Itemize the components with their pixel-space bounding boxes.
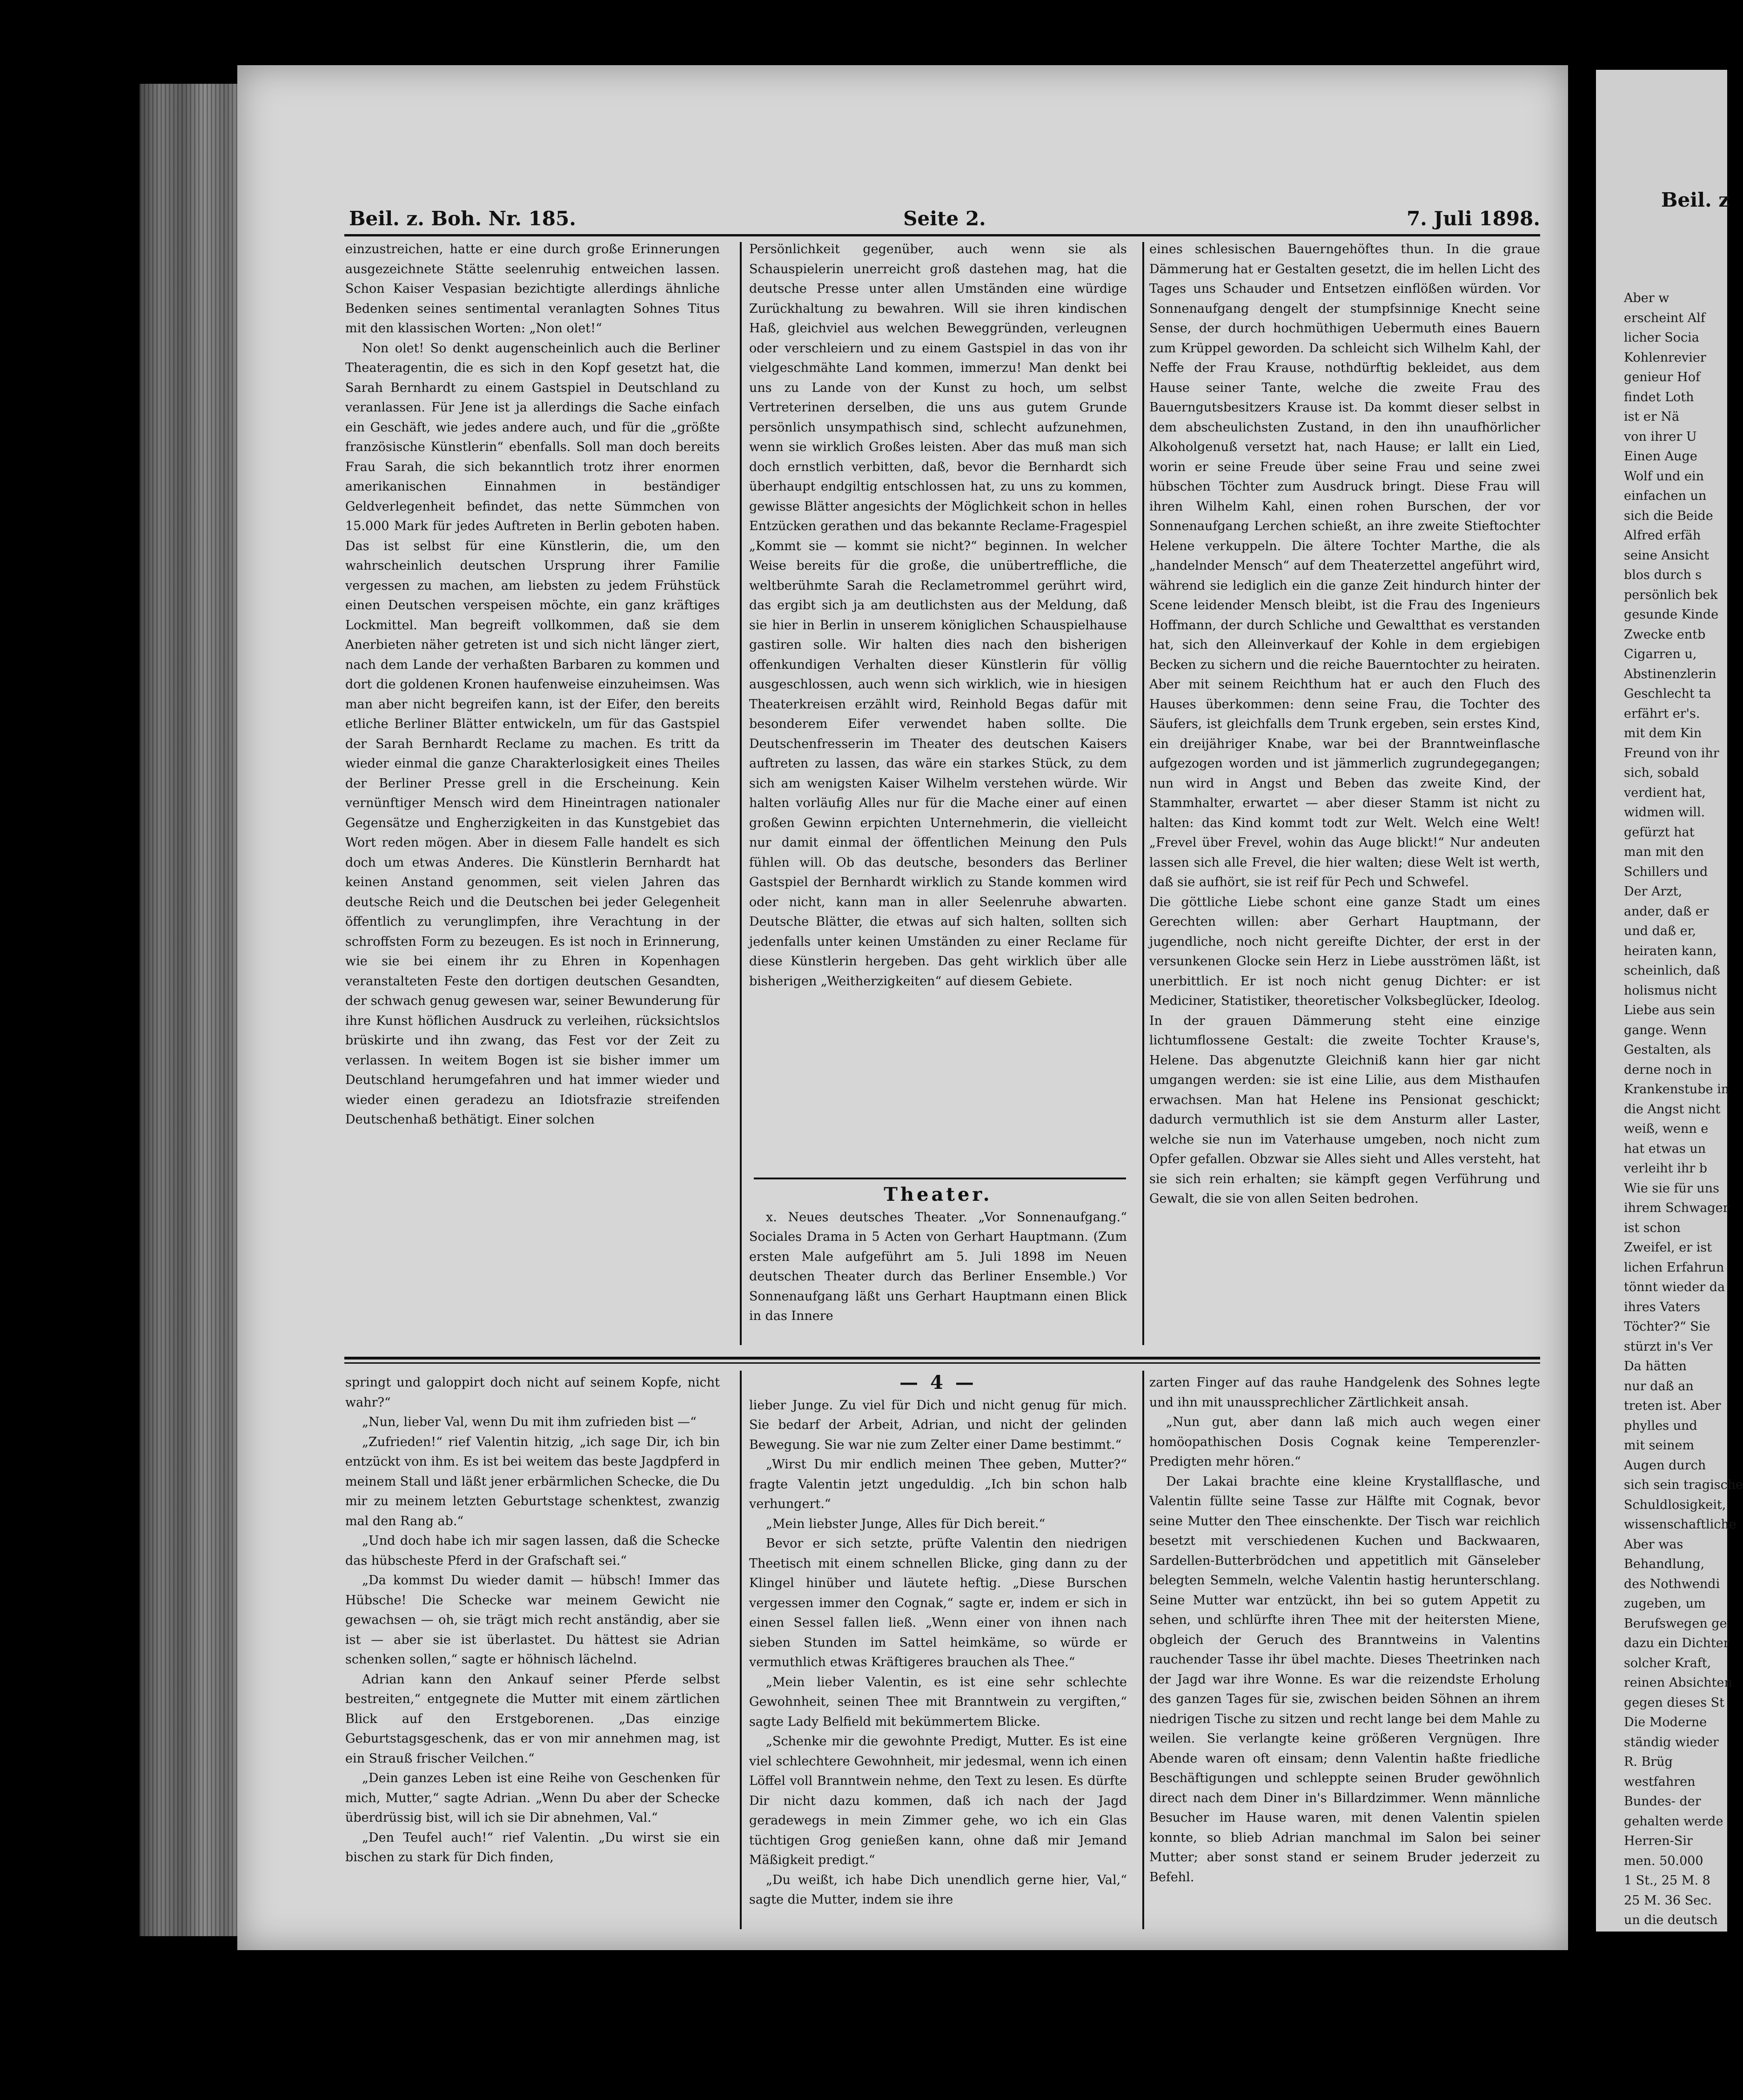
page-stack-edge	[140, 84, 247, 1936]
paragraph: Der Lakai brachte eine kleine Krystallflasche, und Valentin füllte seine Tasse zur Hälfte mit Cognak, bevor seine Mutter den Thee einschenkte. Der Tisch war reichlich besetzt mit verschiedenen Kuchen und Backwaaren, Sardellen-Butterbrödchen und appetitlich mit Gänseleber belegten Semmeln, welche Valentin hastig herunterschlang. Seine Mutter war entzückt, ihn bei so gutem Appetit zu sehen, und schlürfte ihren Thee mit der heitersten Miene, obgleich der Geruch des Branntweins in Valentins rauchender Tasse ihr übel machte. Dieses Theetrinken nach der Jagd war ihre Wonne. Es war die reizendste Erholung des ganzen Tages für sie, zwischen beiden Söhnen an ihrem niedrigen Tische zu sitzen und recht lange bei dem Mahle zu weilen. Sie verlangte keine größeren Vergnügen. Ihre Abende waren oft einsam; denn Valentin haßte friedliche Beschäftigungen und schleppte seinen Bruder gewöhnlich direct nach dem Diner in's Billardzimmer. Wenn männliche Besucher im Hause waren, mit denen Valentin spielen konnte, so blieb Adrian manchmal im Salon bei seiner Mutter; aber sonst stand er seinem Bruder jederzeit zu Befehl.	[1149, 1474, 1540, 1885]
paragraph: „Nun, lieber Val, wenn Du mit ihm zufrieden bist —“	[362, 1415, 697, 1429]
facing-page-line: Geschlecht ta	[1624, 687, 1711, 701]
facing-page-line: erscheint Alf	[1624, 310, 1705, 325]
facing-page-line: findet Loth	[1624, 390, 1694, 404]
facing-page-line: ihrem Schwager	[1624, 1201, 1729, 1215]
feuilleton-rule	[344, 1362, 1540, 1364]
paragraph: „Nun gut, aber dann laß mich auch wegen einer homöopathischen Dosis Cognak keine Temperenzler-Predigten mehr hören.“	[1149, 1415, 1540, 1469]
facing-page-line: die Angst nicht	[1624, 1102, 1721, 1117]
facing-page-line: gefürzt hat	[1624, 825, 1695, 840]
facing-page-line: mit dem Kin	[1624, 726, 1702, 740]
facing-page-line: genieur Hof	[1624, 370, 1700, 384]
facing-page-line: hat etwas un	[1624, 1141, 1706, 1156]
column-divider	[754, 1178, 1126, 1179]
facing-page-line: heiraten kann,	[1624, 943, 1717, 958]
facing-page-line: ihres Vaters	[1624, 1299, 1701, 1314]
facing-page-line: und daß er,	[1624, 924, 1696, 938]
top-column-1	[345, 240, 720, 1343]
facing-page-line: tönnt wieder da	[1624, 1280, 1725, 1294]
facing-page-line: ist er Nä	[1624, 410, 1680, 424]
theater-intro: x. Neues deutsches Theater. „Vor Sonnenaufgang.“ Sociales Drama in 5 Acten von Gerhart Hauptmann. (Zum ersten Male aufgeführt am 5. Juli 1898 im Neuen deutschen Theater durch das Berliner Ensemble.) Vor Sonnenaufgang läßt uns Gerhart Hauptmann einen Blick in das Innere	[749, 1210, 1127, 1323]
facing-page-line: Töchter?“ Sie	[1624, 1319, 1710, 1334]
facing-page-line: treten ist. Aber	[1624, 1399, 1721, 1413]
facing-page-line: phylles und	[1624, 1418, 1697, 1433]
facing-page-line: sich die Beide	[1624, 508, 1713, 523]
facing-page-line: Herren-Sir	[1624, 1834, 1693, 1848]
facing-page-line: Zweifel, er ist	[1624, 1240, 1712, 1255]
page-gutter	[1568, 70, 1596, 1932]
paragraph: „Du weißt, ich habe Dich unendlich gerne hier, Val,“ sagte die Mutter, indem sie ihre	[749, 1872, 1127, 1907]
facing-page-line: Zwecke entb	[1624, 627, 1706, 642]
paragraph: Bevor er sich setzte, prüfte Valentin den niedrigen Theetisch mit einem schnellen Blicke, ging dann zu der Klingel hinüber und läutete heftig. „Diese Burschen vergessen immer den Cognak,“ sagte er, indem er sich in einen Sessel fallen ließ. „Wenn einer von ihnen nach sieben Stunden im Sattel heimkäme, so würde er vermuthlich etwas Kräftigeres brauchen als Thee.“	[749, 1536, 1127, 1669]
facing-page-line: Da hätten	[1624, 1359, 1687, 1373]
theater-heading: Theater.	[884, 1184, 992, 1205]
facing-page-line: Liebe aus sein	[1624, 1003, 1716, 1017]
facing-page-line: Alfred erfäh	[1624, 528, 1701, 543]
paragraph: Non olet! So denkt augenscheinlich auch die Berliner Theateragentin, die es sich in den Kopf gesetzt hat, die Sarah Bernhardt zu einem Gastspiel in Deutschland zu veranlassen. Für Jene ist ja allerdings die Sache einfach ein Geschäft, wie jedes andere auch, und für die „größte französische Künstlerin“ ebenfalls. Soll man doch bereits Frau Sarah, die sich bekanntlich trotz ihrer enormen amerikanischen Einnahmen in beständiger Geldverlegenheit befindet, das nette Sümmchen von 15.000 Mark für jedes Auftreten in Berlin geboten haben. Das ist selbst für eine Künstlerin, die, um den wahrscheinlich deutschen Ursprung ihrer Familie vergessen zu machen, am liebsten zu jedem Frühstück einen Deutschen verspeisen möchte, ein ganz kräftiges Lockmittel. Man begreift vollkommen, daß sie dem Anerbieten näher getreten ist und sich nicht länger ziert, nach dem Lande der verhaßten Barbaren zu kommen und dort die goldenen Kronen haufenweise einzuheimsen. Was man aber nicht begreifen kann, ist der Eifer, den bereits etliche Berliner Blätter entwickeln, um für das Gastspiel der Sarah Bernhardt Reclame zu machen. Es tritt da wieder einmal die ganze Charakterlosigkeit eines Theiles der Berliner Presse grell in die Erscheinung. Kein vernünftiger Mensch wird dem Hineintragen nationaler Gegensätze und Engherzigkeiten in das Kunstgebiet das Wort reden mögen. Aber in diesem Falle handelt es sich doch um etwas Anderes. Die Künstlerin Bernhardt hat keinen Anstand genommen, seit vielen Jahren das deutsche Reich und die Deutschen bei jeder Gelegenheit öffentlich zu verunglimpfen, ihre Verachtung in der schroffsten Form zu bezeugen. Es ist noch in Erinnerung, wie sie bei einem ihr zu Ehren in Kopenhagen veranstalteten Feste den dortigen deutschen Gesandten, der schwach genug gewesen war, seiner Bewunderung für ihre Kunst höflichen Ausdruck zu verleihen, rücksichtslos brüskirte und ihn zwang, das Fest vor der Zeit zu verlassen. In weitem Bogen ist sie bisher immer um Deutschland herumgefahren und hat immer wieder und wieder einen geradezu an Idiotsfrazie streifenden Deutschenhaß bethätigt. Einer solchen	[345, 341, 720, 1127]
feuilleton-column-1	[345, 1373, 720, 1932]
facing-page-line: mit seinem	[1624, 1438, 1695, 1453]
facing-page-line: un die deutsch	[1624, 1913, 1718, 1927]
facing-page-line: Aber was	[1624, 1537, 1683, 1552]
paragraph: „Schenke mir die gewohnte Predigt, Mutter. Es ist eine viel schlechtere Gewohnheit, mir jedesmal, wenn ich einen Löffel voll Branntwein nehme, den Text zu lesen. Es dürfte Dir nicht dazu kommen, daß ich nach der Jagd geradewegs in mein Zimmer gehe, wo ich ein Glas tüchtigen Grog genießen kann, ohne daß mir Jemand Mäßigkeit predigt.“	[749, 1734, 1127, 1867]
facing-page-line: man mit den	[1624, 845, 1704, 859]
paragraph: „Und doch habe ich mir sagen lassen, daß die Schecke das hübscheste Pferd in der Grafschaft sei.“	[345, 1534, 720, 1568]
facing-page-line: R. Brüg	[1624, 1755, 1673, 1769]
facing-page-line: Die Moderne	[1624, 1715, 1707, 1730]
facing-page-line: Schillers und	[1624, 864, 1708, 879]
top-column-3	[1149, 240, 1540, 1343]
facing-page-line: widmen will.	[1624, 805, 1705, 820]
facing-page-line: verdient hat,	[1624, 785, 1706, 800]
facing-page-line: von ihrer U	[1624, 429, 1697, 444]
facing-page-line: solcher Kraft,	[1624, 1656, 1711, 1670]
facing-page-line: sich, sobald	[1624, 766, 1699, 780]
facing-page-line: westfahren	[1624, 1774, 1696, 1789]
newspaper-page	[237, 65, 1568, 1950]
paragraph: „Wirst Du mir endlich meinen Thee geben, Mutter?“ fragte Valentin jetzt ungeduldig. „Ich bin schon halb verhungert.“	[749, 1457, 1127, 1511]
paragraph: „Den Teufel auch!“ rief Valentin. „Du wirst sie ein bischen zu stark für Dich finden,	[345, 1830, 720, 1864]
paragraph: einzustreichen, hatte er eine durch große Erinnerungen ausgezeichnete Stätte seelenruhig entweichen lassen. Schon Kaiser Vespasian bezichtigte allerdings ähnliche Bedenken seines sentimental veranlagten Sohnes Titus mit den klassischen Worten: „Non olet!“	[345, 242, 720, 336]
column-divider	[1142, 242, 1144, 1345]
facing-page-line: des Nothwendi	[1624, 1576, 1720, 1591]
paragraph: „Da kommst Du wieder damit — hübsch! Immer das Hübsche! Die Schecke war meinem Gewicht nie gewachsen — oh, sie trägt mich recht anständig, aber sie ist — aber sie ist überlastet. Du hättest sie Adrian schenken sollen,“ sagte er höhnisch lächelnd.	[345, 1573, 720, 1667]
facing-page-line: Behandlung,	[1624, 1557, 1705, 1571]
header-page-number: Seite 2.	[903, 207, 986, 230]
paragraph: eines schlesischen Bauerngehöftes thun. In die graue Dämmerung hat er Gestalten gesetzt, die im hellen Licht des Tages uns Schauder und Entsetzen einflößen würden. Vor Sonnenaufgang dengelt der stumpfsinnige Knecht seine Sense, der durch hochmüthigen Uebermuth eines Bauern zum Krüppel geworden. Da schleicht sich Wilhelm Kahl, der Neffe der Frau Krause, nothdürftig bekleidet, aus dem Hause seiner Tante, welche die zweite Frau des Bauerngutsbesitzers Krause ist. Da kommt dieser selbst in dem abscheulichsten Zustand, in den ihn unaufhörlicher Alkoholgenuß versetzt hat, nach Hause; er lallt ein Lied, worin er seine Freude über seine Frau und seine zwei hübschen Töchter zum Ausdruck bringt. Diese Frau will ihren Wilhelm Kahl, einen rohen Burschen, der vor Sonnenaufgang Lerchen schießt, an ihre zweite Stieftochter Helene verkuppeln. Die ältere Tochter Marthe, die als „handelnder Mensch“ auf dem Theaterzettel angeführt wird, während sie lediglich ein die ganze Zeit hindurch hinter der Scene leidender Mensch bleibt, ist die Frau des Ingenieurs Hoffmann, der durch Schliche und Gewaltthat es verstanden hat, sich den Alleinverkauf der Kohle in dem ergiebigen Becken zu sichern und die reiche Bauerntochter zu heiraten. Aber mit seinem Reichthum hat er auch den Fluch des Hauses überkommen: denn seine Frau, die Tochter des Säufers, ist gleichfalls dem Trunk ergeben, sein erstes Kind, ein dreijähriger Knabe, war bei der Branntweinflasche aufgezogen worden und ist jämmerlich zugrundegegangen; nun wird in Angst und Beben das zweite Kind, der Stammhalter, erwartet — aber dieser Stamm ist nicht zu halten: das Kind kommt todt zur Welt. Welch eine Welt! „Frevel über Frevel, wohin das Auge blickt!“ Nur andeuten lassen sich alle Frevel, die hier walten; diese Welt ist werth, daß sie aufhört, sie ist reif für Pech und Schwefel.	[1149, 242, 1540, 889]
column-divider	[740, 1371, 742, 1929]
facing-page-line: Einen Auge	[1624, 449, 1697, 464]
facing-page-line: Gestalten, als	[1624, 1043, 1711, 1057]
header-date: 7. Juli 1898.	[1407, 207, 1540, 230]
facing-page-line: stürzt in's Ver	[1624, 1339, 1713, 1354]
facing-page-line: gehalten werde	[1624, 1814, 1723, 1829]
facing-page-line: Freund von ihr	[1624, 746, 1719, 761]
facing-page-line: dazu ein Dichter	[1624, 1636, 1730, 1650]
facing-page-edge	[1596, 70, 1743, 1932]
paragraph: Die göttliche Liebe schont eine ganze Stadt um eines Gerechten willen: aber Gerhart Hauptmann, der jugendliche, noch nicht gereifte Dichter, der erst in der versunkenen Glocke sein Herz in Liebe ausströmen läßt, ist unerbittlich. Er ist noch nicht genug Dichter: er ist Mediciner, Statistiker, theoretischer Volksbeglücker, Ideolog. In der grauen Dämmerung steht eine einzige lichtumflossene Gestalt: die zweite Tochter Krause's, Helene. Das abgenutzte Gleichniß kann hier gar nicht umgangen werden: sie ist eine Lilie, aus dem Misthaufen erwachsen. Man hat Helene ins Pensionat geschickt; dadurch vermuthlich ist sie dem Ansturm aller Laster, welche sie nun im Vaterhause umgeben, noch nicht zum Opfer gefallen. Obzwar sie Alles sieht und Alles versteht, hat sie sich rein erhalten; sie kämpft gegen Verführung und Gewalt, die sie von allen Seiten bedrohen.	[1149, 895, 1540, 1206]
paragraph: „Dein ganzes Leben ist eine Reihe von Geschenken für mich, Mutter,“ sagte Adrian. „Wenn Du aber der Schecke überdrüssig bist, will ich sie Dir abnehmen, Val.“	[345, 1771, 720, 1825]
facing-page-line: Aber w	[1624, 291, 1669, 305]
facing-page-line: verleiht ihr b	[1624, 1161, 1708, 1176]
facing-page-line: persönlich bek	[1624, 587, 1718, 602]
facing-page-line: erfährt er's.	[1624, 706, 1700, 721]
facing-page-line: Augen durch	[1624, 1458, 1706, 1473]
feuilleton-column-3	[1149, 1373, 1540, 1932]
facing-page-line: sich sein tragische	[1624, 1478, 1743, 1492]
column-divider	[1142, 1371, 1144, 1929]
facing-page-line: wissenschaftliche	[1624, 1517, 1736, 1532]
facing-page-line: Berufswegen ge	[1624, 1616, 1727, 1631]
facing-page-line: licher Socia	[1624, 330, 1699, 345]
facing-page-line: Schuldlosigkeit,	[1624, 1497, 1726, 1512]
top-column-2	[749, 240, 1127, 1226]
facing-page-line: reinen Absichten	[1624, 1676, 1732, 1690]
facing-page-line: einfachen un	[1624, 489, 1707, 503]
page-header	[349, 188, 1540, 240]
facing-page-line: gesunde Kinde	[1624, 607, 1719, 622]
facing-page-header: Beil. z	[1661, 188, 1730, 211]
facing-page-line: Bundes- der	[1624, 1794, 1701, 1809]
facing-page-line: Abstinenzlerin	[1624, 666, 1716, 681]
feuilleton-column-2	[749, 1373, 1127, 1932]
feuilleton-rule	[344, 1357, 1540, 1360]
paragraph: „Mein liebster Junge, Alles für Dich bereit.“	[766, 1516, 1046, 1531]
facing-page-line: Der Arzt,	[1624, 884, 1683, 899]
paragraph: „Mein lieber Valentin, es ist eine sehr schlechte Gewohnheit, seinen Thee mit Branntwein zu vergiften,“ sagte Lady Belfield mit bekümmertem Blicke.	[749, 1675, 1127, 1729]
paragraph: Adrian kann den Ankauf seiner Pferde selbst bestreiten,“ entgegnete die Mutter mit einem zärtlichen Blick auf den Erstgeborenen. „Das einzige Geburtstagsgeschenk, das er von mir annehmen mag, ist ein Strauß frischer Veilchen.“	[345, 1672, 720, 1766]
feuilleton-column-2-text	[749, 1396, 1127, 1910]
facing-page-line: Krankenstube in	[1624, 1082, 1730, 1097]
facing-page-line: blos durch s	[1624, 568, 1702, 582]
facing-page-line: nur daß an	[1624, 1379, 1694, 1393]
facing-page-line: weiß, wenn e	[1624, 1122, 1709, 1136]
facing-page-line: lichen Erfahrun	[1624, 1260, 1724, 1275]
paragraph: zarten Finger auf das rauhe Handgelenk des Sohnes legte und ihn mit unaussprechlicher Zärtlichkeit ansah.	[1149, 1375, 1540, 1410]
facing-page-line: 1 St., 25 M. 8	[1624, 1873, 1710, 1888]
theater-section	[749, 1182, 1127, 1343]
paragraph: „Zufrieden!“ rief Valentin hitzig, „ich sage Dir, ich bin entzückt von ihm. Es ist bei weitem das beste Jagdpferd in meinem Stall und läßt jener erbärmlichen Schecke, die Du mir zu meinem letzten Geburtstage schenktest, zwanzig mal den Rang ab.“	[345, 1434, 720, 1528]
paragraph: Persönlichkeit gegenüber, auch wenn sie als Schauspielerin unerreicht groß dastehen mag, hat die deutsche Presse unter allen Umständen eine würdige Zurückhaltung zu bewahren. Will sie ihren kindischen Haß, gleichviel aus welchen Beweggründen, verleugnen oder verschleiern und zu einem Gastspiel in das von ihr vielgeschmähte Land kommen, immerzu! Man denkt bei uns zu Lande von der Kunst zu hoch, um selbst Vertreterinen derselben, die uns aus gutem Grunde persönlich unsympathisch sind, schlecht aufzunehmen, wenn sie wirklich Großes leisten. Aber das muß man sich doch ernstlich verbitten, daß, bevor die Bernhardt sich überhaupt endgiltig entschlossen hat, zu uns zu kommen, gewisse Blätter angesichts der Möglichkeit schon in helles Entzücken gerathen und das bekannte Reclame-Fragespiel „Kommt sie — kommt sie nicht?“ beginnen. In welcher Weise bereits für die große, die unübertreffliche, die weltberühmte Sarah die Reclametrommel gerührt wird, das ergibt sich ja am deutlichsten aus der Meldung, daß sie hier in Berlin in unserem königlichen Schauspielhause gastiren solle. Wir halten dies nach den bisherigen offenkundigen Verhalten dieser Künstlerin für völlig ausgeschlossen, auch wenn sich wirklich, wie in hiesigen Theaterkreisen erzählt wird, Reinhold Begas dafür mit besonderem Eifer verwendet haben sollte. Die Deutschenfresserin im Theater des deutschen Kaisers auftreten zu lassen, das wäre ein starkes Stück, zu dem sich am wenigsten Kaiser Wilhelm verstehen würde. Wir halten vorläufig Alles nur für die Mache einer auf einen großen Gewinn erpichten Unternehmerin, die vielleicht nur damit einmal der öffentlichen Meinung den Puls fühlen will. Ob das deutsche, besonders das Berliner Gastspiel der Bernhardt wirklich zu Stande kommen wird oder nicht, kann man in aller Seelenruhe abwarten. Deutsche Blätter, die etwas auf sich halten, sollten sich jedenfalls unter keinen Umständen zu einer Reclame für diese Künstlerin hergeben. Das geht wirklich über alle bisherigen „Weitherzigkeiten“ auf diesem Gebiete.	[749, 242, 1127, 989]
facing-page-line: zugeben, um	[1624, 1596, 1706, 1611]
facing-page-line: holismus nicht	[1624, 983, 1717, 998]
facing-page-line: gegen dieses St	[1624, 1695, 1725, 1710]
facing-page-line: scheinlich, daß	[1624, 963, 1720, 978]
facing-page-line: men. 50.000	[1624, 1853, 1703, 1868]
feuilleton-number: — 4 —	[899, 1372, 977, 1393]
facing-page-line: Wie sie für uns	[1624, 1181, 1720, 1196]
facing-page-line: 25 M. 36 Sec.	[1624, 1893, 1712, 1908]
facing-page-line: Kohlenrevier	[1624, 350, 1706, 365]
paragraph: lieber Junge. Zu viel für Dich und nicht genug für mich. Sie bedarf der Arbeit, Adrian, und nicht der gelinden Bewegung. Sie war nie zum Zelter einer Dame bestimmt.“	[749, 1398, 1127, 1452]
facing-page-line: Wolf und ein	[1624, 469, 1704, 484]
facing-page-line: gange. Wenn	[1624, 1023, 1707, 1037]
facing-page-line: ständig wieder	[1624, 1735, 1719, 1750]
header-rule	[344, 234, 1540, 236]
facing-page-text	[1624, 289, 1743, 1931]
header-issue: Beil. z. Boh. Nr. 185.	[349, 207, 576, 230]
facing-page-line: ander, daß er	[1624, 904, 1709, 919]
column-divider	[740, 242, 742, 1345]
facing-page-line: ist schon	[1624, 1220, 1681, 1235]
facing-page-line: seine Ansicht	[1624, 548, 1709, 563]
paragraph: springt und galoppirt doch nicht auf seinem Kopfe, nicht wahr?“	[345, 1375, 720, 1410]
facing-page-line: derne noch in	[1624, 1062, 1712, 1077]
facing-page-line: Cigarren u,	[1624, 647, 1697, 661]
